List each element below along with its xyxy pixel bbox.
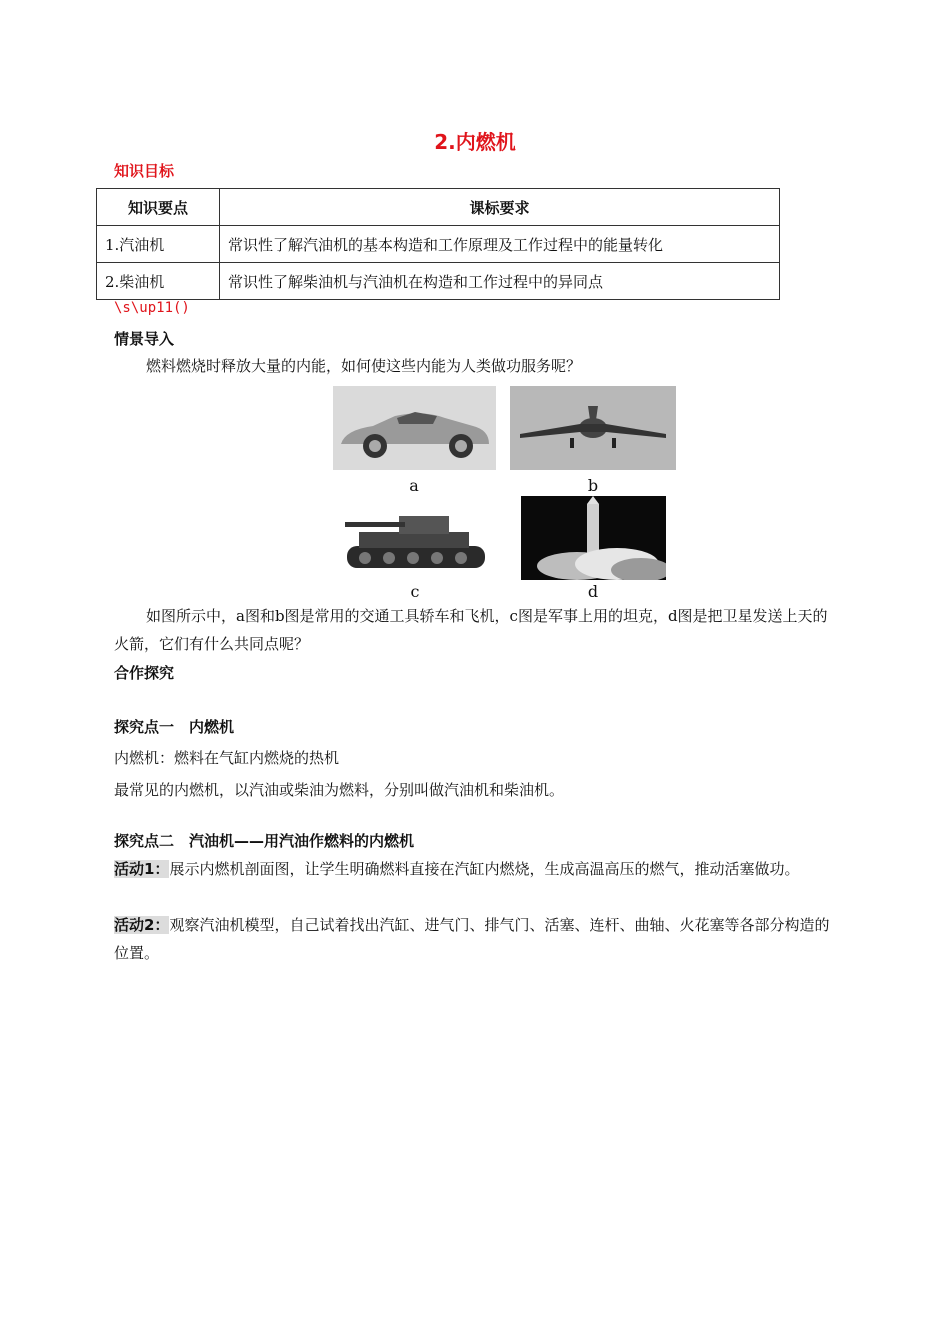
knowledge-table — [96, 188, 780, 300]
figure-label-a: a — [409, 476, 419, 495]
coop-heading: 合作探究 — [114, 664, 175, 682]
activity2 — [114, 911, 838, 967]
knowledge-goal-heading: 知识目标 — [114, 162, 175, 180]
figure-label-b: b — [587, 476, 599, 495]
table-header-cell: 课标要求 — [220, 189, 780, 226]
activity1-text: 展示内燃机剖面图，让学生明确燃料直接在汽缸内燃烧，生成高温高压的燃气，推动活塞做功。 — [169, 860, 800, 878]
intro-text: 燃料燃烧时释放大量的内能，如何使这些内能为人类做功服务呢？ — [146, 357, 582, 375]
figure-label-d: d — [587, 582, 599, 601]
activity1 — [114, 855, 838, 883]
activity2-label: 活动2： — [114, 916, 170, 934]
activity1-label: 活动1： — [114, 860, 170, 878]
point1-line1: 内燃机：燃料在气缸内燃烧的热机 — [114, 749, 340, 767]
activity2-text: 观察汽油机模型，自己试着找出汽缸、进气门、排气门、活塞、连杆、曲轴、火花塞等各部分构造的位置。 — [114, 916, 830, 962]
rocket-photo — [521, 496, 666, 580]
table-cell: 常识性了解柴油机与汽油机在构造和工作过程中的异同点 — [220, 263, 780, 300]
figure-label-c: c — [410, 582, 420, 601]
field-code: \s\up11() — [114, 300, 190, 316]
table-cell: 常识性了解汽油机的基本构造和工作原理及工作过程中的能量转化 — [220, 226, 780, 263]
table-row — [97, 226, 780, 263]
page-title: 2.内燃机 — [434, 130, 516, 154]
car-photo — [333, 386, 496, 470]
table-row — [97, 263, 780, 300]
tank-photo — [339, 496, 491, 580]
point1-heading: 探究点一 内燃机 — [114, 718, 235, 736]
airplane-photo — [510, 386, 676, 470]
figure-caption: 如图所示中，a图和b图是常用的交通工具轿车和飞机，c图是军事上用的坦克，d图是把卫星发送上天的火箭，它们有什么共同点呢？ — [114, 607, 828, 653]
point1-line2: 最常见的内燃机，以汽油或柴油为燃料，分别叫做汽油机和柴油机。 — [114, 781, 565, 799]
table-header-cell: 知识要点 — [97, 189, 220, 226]
table-cell: 2.柴油机 — [97, 263, 220, 300]
point2-heading: 探究点二 汽油机——用汽油作燃料的内燃机 — [114, 832, 415, 850]
table-cell: 1.汽油机 — [97, 226, 220, 263]
table-header-row — [97, 189, 780, 226]
intro-heading: 情景导入 — [114, 330, 175, 348]
